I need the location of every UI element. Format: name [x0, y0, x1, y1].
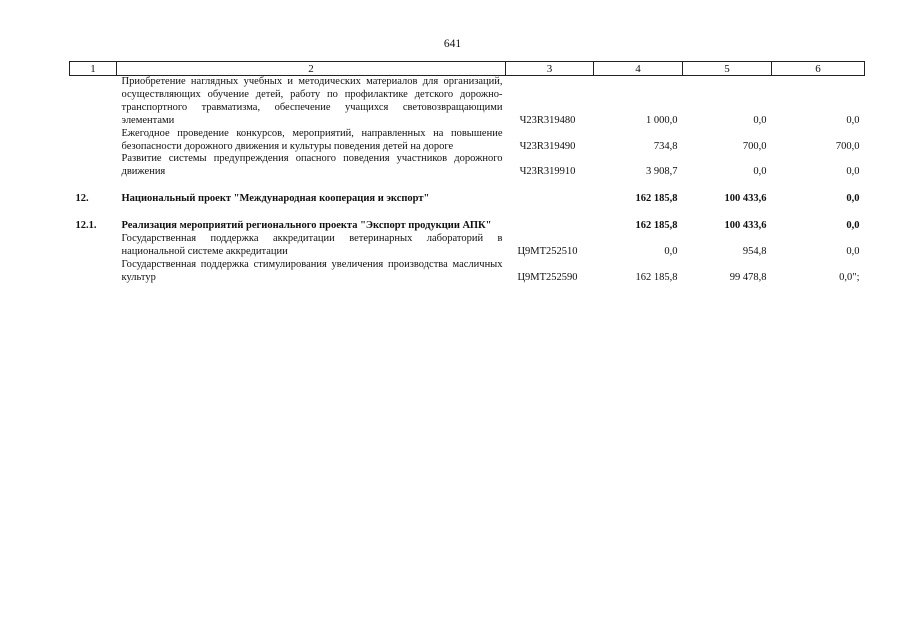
row-code [506, 193, 594, 206]
column-header-3: 3 [506, 62, 594, 76]
row-code: Ч23R319910 [519, 166, 576, 178]
row-spacer [70, 206, 865, 220]
row-description: Развитие системы предупреждения опасного поведения участников дорожного движения [121, 153, 503, 178]
row-value-6: 0,0 [846, 166, 860, 178]
row-description: Ежегодное проведение конкурсов, мероприятий, направленных на повышение безопасности дорожного движения и культуры поведения детей на дороге [121, 127, 503, 152]
row-code [506, 220, 594, 233]
row-value-6: 700,0 [835, 140, 860, 152]
row-value-4: 734,8 [653, 140, 678, 152]
row-number: 12.1. [75, 220, 97, 232]
row-value-4: 162 185,8 [635, 193, 678, 205]
row-value-5: 100 433,6 [724, 193, 767, 205]
table-row-subsection [70, 220, 865, 233]
row-value-4: 3 908,7 [646, 166, 678, 178]
row-value-6: 0,0 [846, 220, 860, 232]
row-number [70, 128, 117, 154]
table-row [70, 76, 865, 128]
row-value-6: 0,0 [846, 193, 860, 205]
row-spacer [70, 179, 865, 193]
column-header-6: 6 [772, 62, 865, 76]
row-description: Национальный проект "Международная кооперация и экспорт" [121, 193, 430, 205]
row-value-5: 100 433,6 [724, 220, 767, 232]
row-value-5: 954,8 [742, 245, 767, 257]
table-row [70, 233, 865, 259]
row-number [70, 233, 117, 259]
table-row [70, 259, 865, 285]
row-value-4: 162 185,8 [635, 220, 678, 232]
table-header-row [70, 62, 865, 76]
row-value-5: 700,0 [742, 140, 767, 152]
column-header-2: 2 [117, 62, 506, 76]
page-number: 641 [443, 38, 462, 50]
row-value-4: 0,0 [664, 245, 678, 257]
row-value-5: 0,0 [753, 166, 767, 178]
row-description: Приобретение наглядных учебных и методических материалов для организаций, осуществляющих обучение детей, работу по профилактике детского дорожно-транспортного травматизма, обеспечение учащихся световозвращающими элементами [121, 76, 503, 126]
column-header-5: 5 [683, 62, 772, 76]
row-value-4: 1 000,0 [646, 114, 678, 126]
column-header-1: 1 [70, 62, 117, 76]
table-row [70, 128, 865, 154]
row-code: Ч23R319480 [519, 114, 576, 126]
row-value-6: 0,0"; [839, 271, 860, 283]
row-value-5: 99 478,8 [729, 271, 767, 283]
row-code: Ц9МТ252590 [517, 271, 578, 283]
table-row-section [70, 193, 865, 206]
row-code: Ц9МТ252510 [517, 245, 578, 257]
row-value-4: 162 185,8 [635, 271, 678, 283]
row-description: Государственная поддержка аккредитации ветеринарных лабораторий в национальной системе аккредитации [121, 233, 503, 257]
row-value-6: 0,0 [846, 114, 860, 126]
data-table [69, 61, 865, 285]
row-description: Государственная поддержка стимулирования увеличения производства масличных культур [121, 258, 503, 283]
column-header-4: 4 [594, 62, 683, 76]
row-value-5: 0,0 [753, 114, 767, 126]
row-value-6: 0,0 [846, 245, 860, 257]
row-code: Ч23R319490 [519, 140, 576, 152]
row-number [70, 153, 117, 179]
row-number: 12. [75, 193, 89, 205]
row-number [70, 259, 117, 285]
row-number [70, 76, 117, 128]
row-description: Реализация мероприятий регионального проекта "Экспорт продукции АПК" [121, 220, 492, 232]
table-row [70, 153, 865, 179]
